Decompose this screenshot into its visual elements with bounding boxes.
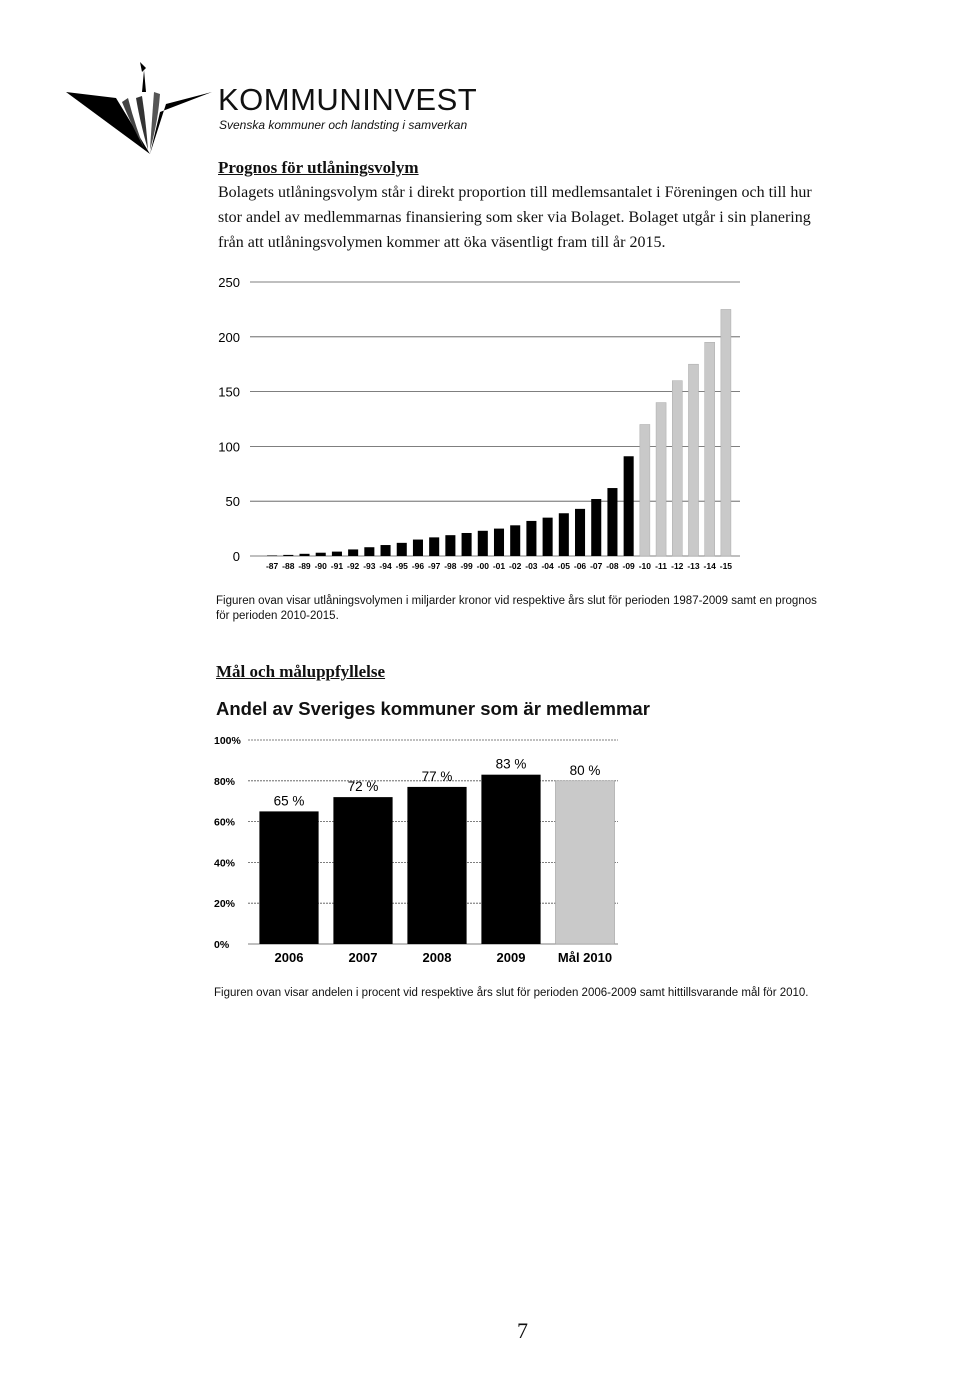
page-number: 7 [517, 1318, 528, 1343]
x-tick-label: -02 [509, 561, 522, 571]
x-tick-label: 2006 [274, 950, 304, 965]
x-tick-label: -12 [671, 561, 684, 571]
x-tick-label: -10 [638, 561, 652, 571]
y-tick-label: 250 [218, 275, 240, 290]
bar [721, 309, 731, 556]
bar [543, 518, 553, 556]
x-tick-label: -11 [655, 561, 667, 571]
data-label: 72 % [347, 779, 379, 795]
bar [316, 553, 326, 556]
data-label: 65 % [273, 793, 305, 809]
data-label: 83 % [495, 756, 527, 772]
x-tick-label: -98 [444, 561, 457, 571]
chart1-caption [216, 594, 936, 624]
bar [526, 521, 536, 556]
x-tick-label: -08 [606, 561, 619, 571]
x-tick-label: -05 [557, 561, 570, 571]
bar [559, 513, 569, 556]
bar [445, 535, 455, 556]
x-tick-label: -15 [719, 561, 733, 571]
x-tick-label: 2009 [496, 950, 526, 965]
x-tick-label: -99 [460, 561, 473, 571]
y-tick-label: 40% [214, 857, 236, 870]
data-label: 77 % [421, 768, 453, 784]
bar [348, 549, 358, 556]
logo-tagline: Svenska kommuner och landsting i samverkan [219, 118, 468, 132]
section-heading-prognos: Prognos för utlåningsvolym [218, 158, 419, 177]
section-heading-mal: Mål och måluppfyllelse [216, 662, 386, 681]
x-tick-label: -88 [282, 561, 295, 571]
bar [705, 342, 715, 556]
kommuninvest-logo-mark [62, 52, 212, 157]
y-tick-label: 60% [214, 816, 236, 829]
bar [510, 525, 520, 556]
y-tick-label: 100 [218, 439, 240, 455]
x-tick-label: -04 [541, 561, 554, 571]
logo-name: KOMMUNINVEST [218, 82, 478, 117]
x-tick-label: -90 [314, 561, 327, 571]
chart2-title: Andel av Sveriges kommuner som är medlemmar [216, 698, 650, 719]
membership-share-chart [200, 728, 640, 980]
bar [413, 540, 423, 556]
bar [429, 537, 439, 556]
lending-volume-chart [200, 270, 760, 590]
y-tick-label: 20% [214, 898, 236, 911]
x-tick-label: -07 [590, 561, 603, 571]
x-tick-label: 2008 [422, 950, 452, 965]
bar [624, 456, 634, 556]
y-tick-label: 80% [214, 775, 236, 788]
bar [478, 531, 488, 556]
bar [607, 488, 617, 556]
bar [381, 545, 391, 556]
bar [397, 543, 407, 556]
bar [407, 787, 466, 944]
bar [462, 533, 472, 556]
body-paragraph [218, 180, 918, 255]
x-tick-label: -96 [411, 561, 425, 571]
bar [494, 529, 504, 556]
paragraph-line: från att utlåningsvolymen kommer att öka väsentligt fram till år 2015. [218, 234, 666, 251]
x-tick-label: 2007 [348, 950, 378, 965]
x-tick-label: -87 [265, 561, 279, 571]
x-tick-label: -00 [476, 561, 489, 571]
x-tick-label: -94 [379, 561, 392, 571]
bar [267, 555, 277, 556]
data-label: 80 % [569, 762, 601, 778]
x-tick-label: -93 [363, 561, 376, 571]
y-tick-label: 100% [214, 735, 241, 747]
bar [575, 509, 585, 556]
y-tick-label: 200 [218, 329, 240, 345]
bar [364, 547, 374, 556]
chart2-caption: Figuren ovan visar andelen i procent vid respektive års slut för perioden 2006-2009 samt hittillsvarande mål för 2010. [214, 987, 809, 999]
bar [333, 797, 392, 944]
bar [555, 781, 614, 944]
paragraph-line: stor andel av medlemmarnas finansiering som sker via Bolaget. Bolaget utgår i sin planering [218, 209, 811, 226]
x-tick-label: -92 [346, 561, 360, 571]
x-tick-label: -89 [298, 561, 311, 571]
caption-line: för perioden 2010-2015. [216, 610, 339, 622]
paragraph-line: Bolagets utlåningsvolym står i direkt proportion till medlemsantalet i Föreningen och till hur [218, 184, 812, 201]
bar [283, 555, 293, 556]
bar [591, 499, 601, 556]
x-tick-label: -03 [525, 561, 538, 571]
bar [672, 381, 682, 556]
bar [688, 364, 698, 556]
bar [481, 775, 540, 944]
x-tick-label: Mål 2010 [557, 950, 613, 965]
x-tick-label: -13 [687, 561, 700, 571]
y-tick-label: 150 [218, 384, 240, 400]
x-tick-label: -95 [395, 561, 408, 571]
y-tick-label: 0 [232, 549, 240, 564]
bar [656, 403, 666, 556]
x-tick-label: -01 [492, 561, 506, 571]
caption-line: Figuren ovan visar utlåningsvolymen i miljarder kronor vid respektive års slut för perioden 1987-2009 samt en prognos [216, 595, 817, 607]
bar [259, 811, 318, 944]
x-tick-label: -06 [573, 561, 587, 571]
x-tick-label: -91 [330, 561, 344, 571]
bar [299, 554, 309, 556]
x-tick-label: -14 [703, 561, 716, 571]
bar [640, 424, 650, 556]
y-tick-label: 50 [225, 494, 240, 510]
y-tick-label: 0% [214, 939, 230, 951]
x-tick-label: -97 [428, 561, 441, 571]
x-tick-label: -09 [622, 561, 635, 571]
bar [332, 552, 342, 556]
